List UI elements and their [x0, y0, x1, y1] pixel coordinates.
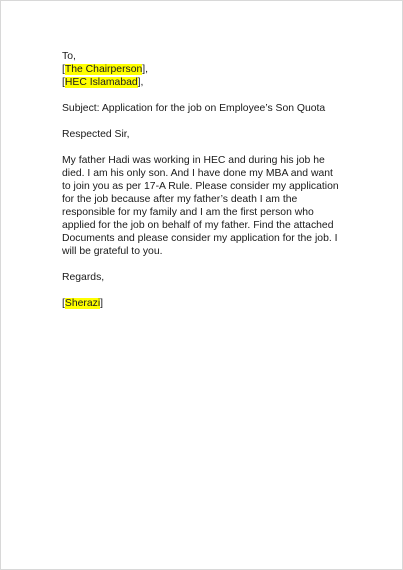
bracket-open: [	[62, 298, 65, 309]
subject-line: Subject: Application for the job on Employee’s Son Quota	[62, 103, 326, 114]
recipient-title: The Chairperson	[64, 64, 143, 75]
bracket-close: ],	[142, 64, 149, 75]
bracket-close: ]	[100, 298, 104, 309]
greeting: Respected Sir,	[62, 129, 130, 140]
spacer	[62, 284, 352, 297]
spacer	[62, 141, 352, 154]
signature-name: Sherazi	[64, 298, 101, 309]
bracket-close: ],	[137, 77, 144, 88]
spacer	[62, 89, 352, 102]
spacer	[62, 258, 352, 271]
bracket-open: [	[62, 64, 65, 75]
closing: Regards,	[62, 272, 105, 283]
spacer	[62, 115, 352, 128]
recipient-title-line	[62, 63, 352, 76]
bracket-open: [	[62, 77, 65, 88]
recipient-org-line	[62, 76, 352, 89]
signature-line	[62, 297, 352, 310]
body-paragraph: My father Hadi was working in HEC and during his job he died. I am his only son. And I have done my MBA and want to join you as per 17-A Rule. Please consider my application for the job because after my father’s death I am the responsible for my family and I am the first person who applied for the job on behalf of my father. Find the attached Documents and please consider my application for the job. I will be grateful to you.	[62, 155, 339, 257]
recipient-org: HEC Islamabad	[64, 77, 138, 88]
letter-body	[62, 50, 352, 310]
to-line: To,	[62, 51, 76, 62]
